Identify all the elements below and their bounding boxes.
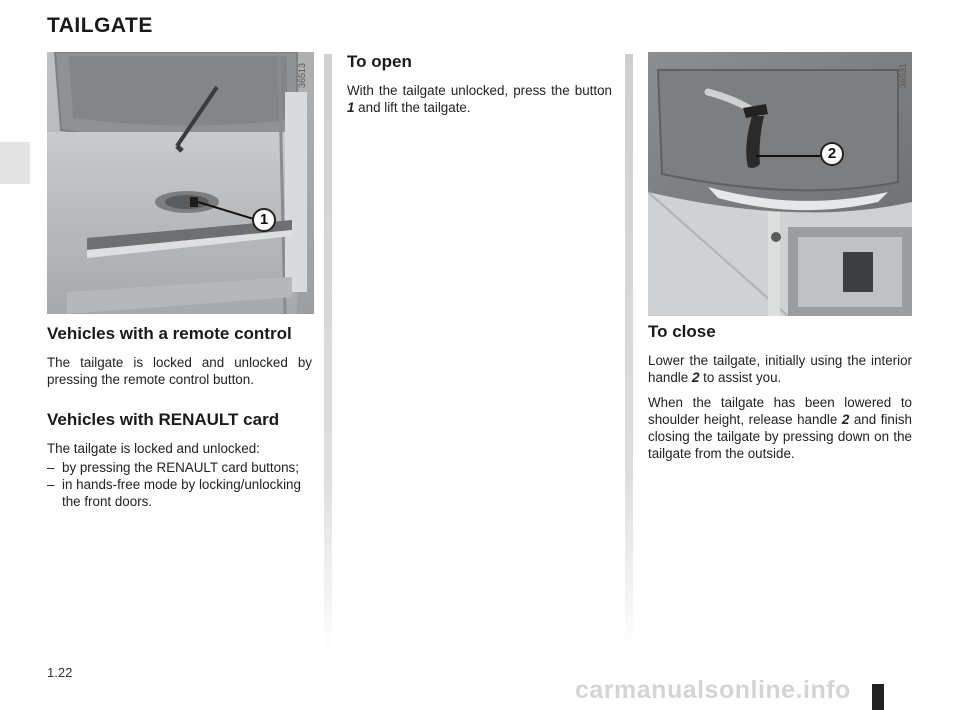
close-paragraph-2 (648, 394, 912, 462)
open-body (347, 82, 612, 116)
close-p2-ref: 2 (841, 412, 850, 427)
corner-mark (872, 684, 884, 710)
remote-body: The tailgate is locked and unlocked by pressing the remote control button. (47, 355, 312, 387)
tailgate-interior-illustration (648, 52, 912, 316)
callout-1: 1 (252, 208, 276, 232)
column-divider-right (625, 54, 633, 654)
page-title: TAILGATE (47, 14, 153, 37)
middle-column-text (347, 52, 612, 124)
close-p1-ref: 2 (691, 370, 700, 385)
figure-reference-number: 36531 (898, 62, 908, 88)
open-body-text-end: and lift the tailgate. (354, 100, 471, 115)
left-column-text (47, 324, 312, 510)
close-p1-text: Lower the tailgate, initially using the interior handle (648, 353, 912, 385)
card-bullet-list (47, 459, 312, 510)
close-p2-text: When the tailgate has been lowered to shoulder height, release handle (648, 395, 912, 427)
open-body-ref: 1 (347, 100, 355, 115)
card-heading: Vehicles with RENAULT card (47, 410, 280, 429)
list-item-text: in hands-free mode by locking/unlocking the front doors. (62, 477, 301, 509)
open-body-text: With the tailgate unlocked, press the button (347, 83, 612, 98)
open-heading: To open (347, 52, 412, 71)
chapter-tab (0, 142, 30, 184)
list-item (47, 476, 312, 510)
tailgate-exterior-figure (47, 52, 314, 314)
close-paragraph-1 (648, 352, 912, 386)
watermark: carmanualsonline.info (575, 676, 851, 704)
card-intro: The tailgate is locked and unlocked: (47, 441, 260, 456)
right-column-text (648, 322, 912, 470)
list-dash: – (47, 460, 55, 475)
remote-heading: Vehicles with a remote control (47, 324, 292, 343)
tailgate-interior-figure (648, 52, 912, 316)
page-number: 1.22 (47, 665, 73, 680)
tailgate-exterior-illustration (47, 52, 314, 314)
close-p1-text-end: to assist you. (699, 370, 782, 385)
list-item-text: by pressing the RENAULT card buttons; (62, 460, 299, 475)
close-p2-text-end: and finish closing the tailgate by pressing down on the tailgate from the outside. (648, 412, 912, 461)
callout-2: 2 (820, 142, 844, 166)
column-divider-left (324, 54, 332, 654)
figure-reference-number: 36513 (297, 62, 307, 88)
close-heading: To close (648, 322, 716, 341)
list-item (47, 459, 312, 476)
list-dash: – (47, 477, 55, 492)
